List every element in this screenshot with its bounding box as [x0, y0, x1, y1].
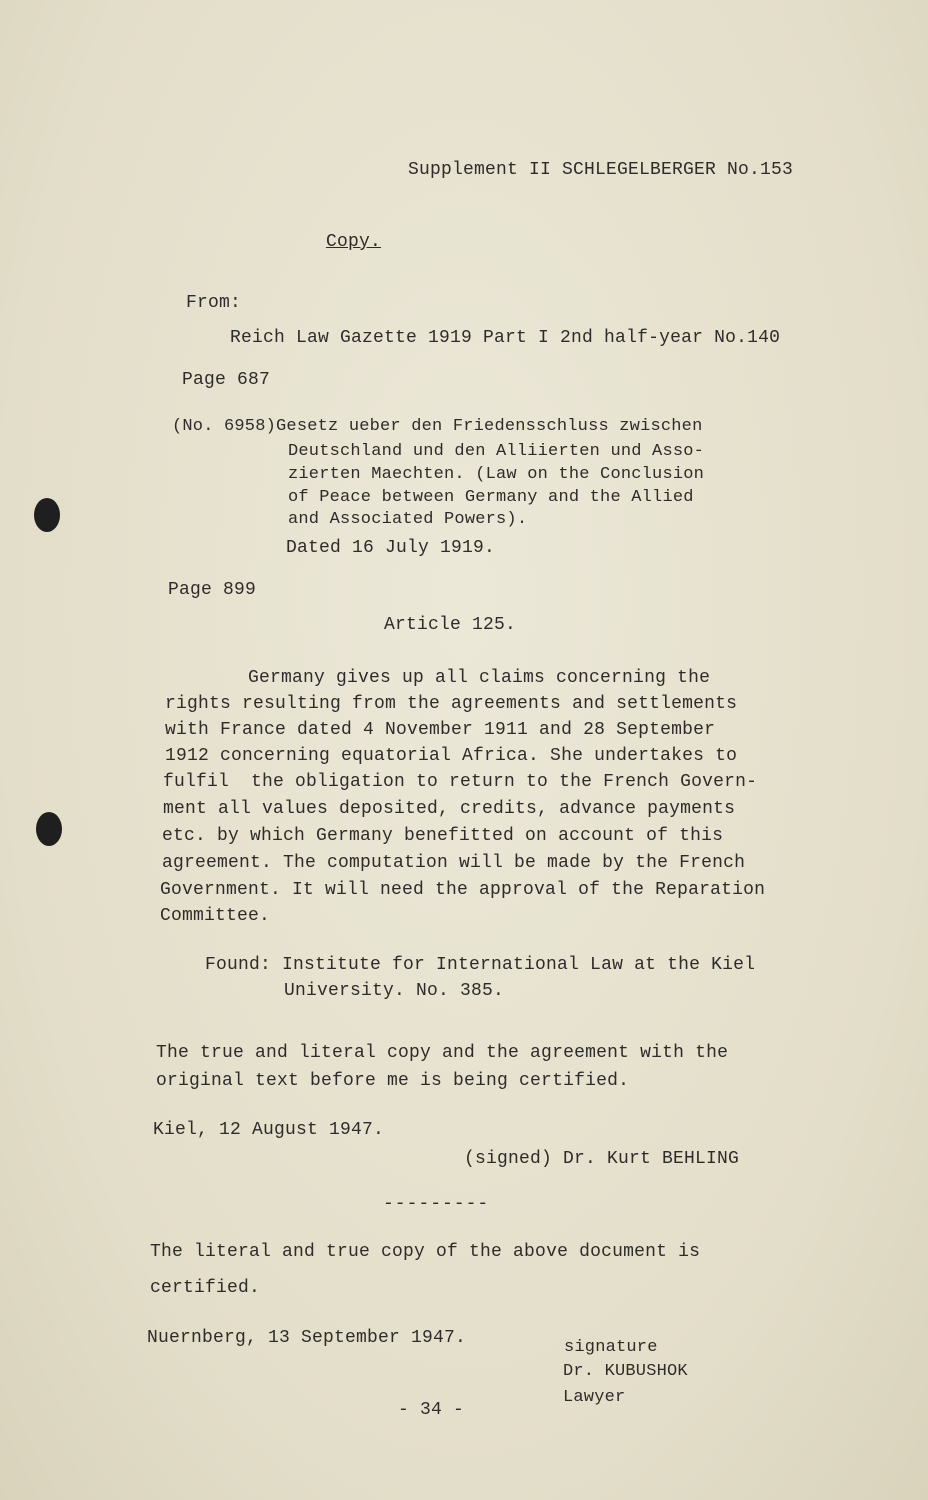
cert2-line-1: The literal and true copy of the above document is	[150, 1242, 701, 1262]
article-line-1: Germany gives up all claims concerning the	[248, 668, 711, 688]
article-line-5: fulfil the obligation to return to the French Govern-	[163, 772, 758, 792]
article-line-10: Committee.	[160, 906, 271, 926]
found-line-1: Found: Institute for International Law at the Kiel	[205, 955, 756, 975]
article-line-4: 1912 concerning equatorial Africa. She undertakes to	[165, 746, 738, 766]
punch-hole-top	[34, 498, 60, 532]
page-number: - 34 -	[398, 1400, 465, 1420]
separator-line: ---------	[383, 1194, 490, 1214]
page-899: Page 899	[168, 580, 257, 600]
cert1-line-1: The true and literal copy and the agreement with the	[156, 1043, 729, 1063]
cert2-place-date: Nuernberg, 13 September 1947.	[147, 1328, 467, 1348]
article-heading: Article 125.	[384, 615, 517, 635]
signer-title: Lawyer	[563, 1388, 626, 1407]
law-line-4: of Peace between Germany and the Allied	[288, 488, 694, 507]
law-line-5: and Associated Powers).	[288, 510, 528, 529]
page-687: Page 687	[182, 370, 271, 390]
law-line-2: Deutschland und den Alliierten und Asso-	[288, 442, 705, 461]
cert2-line-2: certified.	[150, 1278, 261, 1298]
punch-hole-bottom	[36, 812, 62, 846]
law-line-3: zierten Maechten. (Law on the Conclusion	[288, 465, 705, 484]
article-line-3: with France dated 4 November 1911 and 28 September	[165, 720, 716, 740]
signer-name: Dr. KUBUSHOK	[563, 1362, 688, 1381]
from-label: From:	[186, 293, 242, 313]
article-line-9: Government. It will need the approval of the Reparation	[160, 880, 766, 900]
cert1-line-2: original text before me is being certified.	[156, 1071, 630, 1091]
supplement-header: Supplement II SCHLEGELBERGER No.153	[408, 160, 794, 180]
article-line-8: agreement. The computation will be made by the French	[162, 853, 746, 873]
gazette-reference: Reich Law Gazette 1919 Part I 2nd half-year No.140	[230, 328, 781, 348]
copy-label: Copy.	[326, 232, 382, 252]
article-line-7: etc. by which Germany benefitted on account of this	[162, 826, 724, 846]
law-dated: Dated 16 July 1919.	[286, 538, 496, 558]
found-line-2: University. No. 385.	[284, 981, 505, 1001]
signature-label: signature	[564, 1338, 658, 1357]
article-line-6: ment all values deposited, credits, advance payments	[163, 799, 736, 819]
law-line-1: (No. 6958)Gesetz ueber den Friedensschluss zwischen	[172, 417, 703, 436]
article-line-2: rights resulting from the agreements and settlements	[165, 694, 738, 714]
cert1-place-date: Kiel, 12 August 1947.	[153, 1120, 385, 1140]
cert1-signed: (signed) Dr. Kurt BEHLING	[464, 1149, 740, 1169]
